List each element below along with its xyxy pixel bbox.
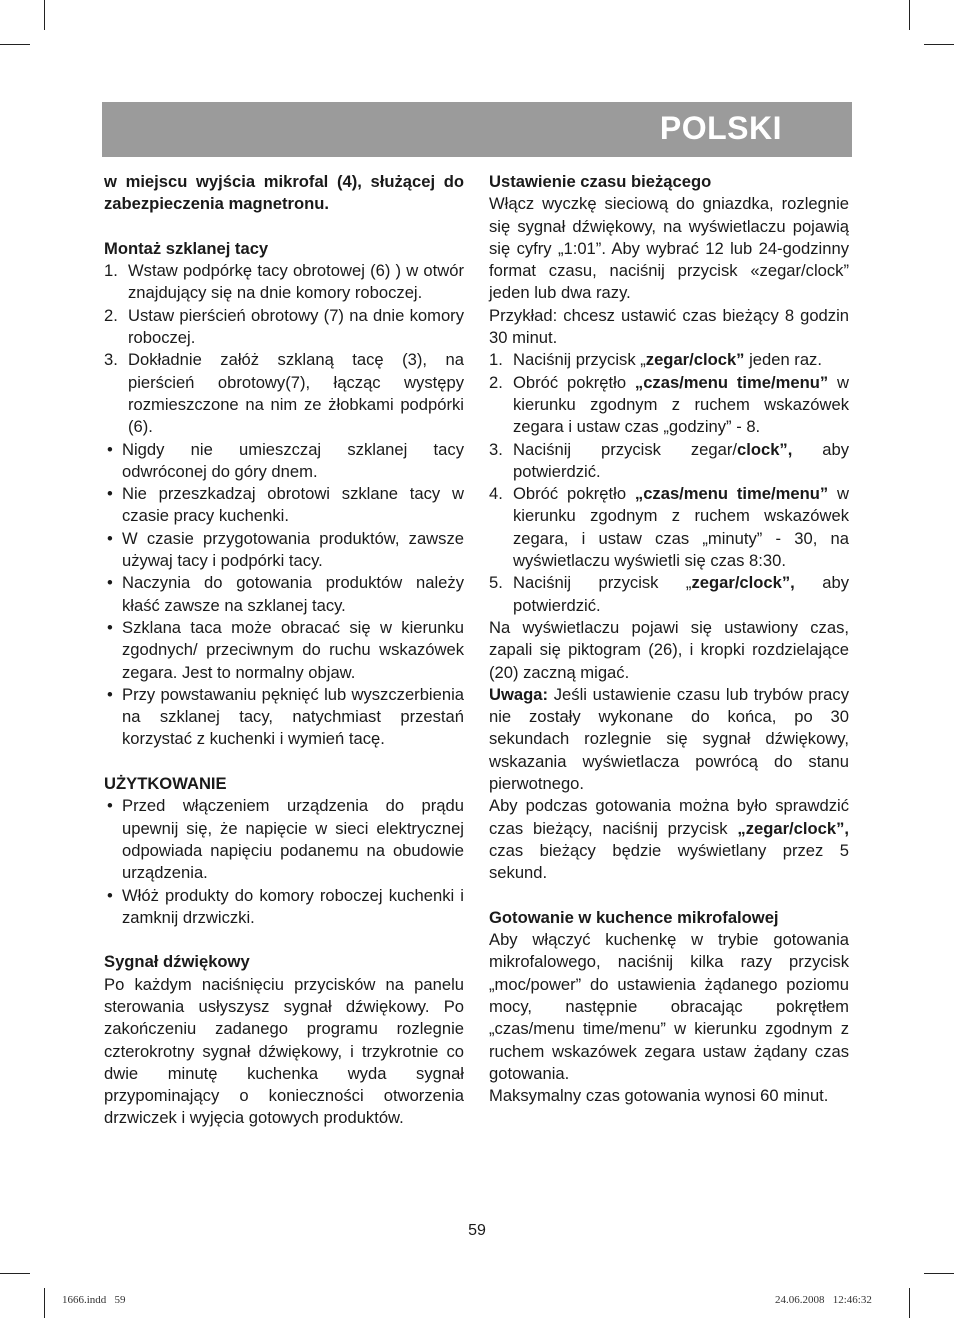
list-item: 1. Wstaw podpórkę tacy obrotowej (6) ) w otwór znajdujący się na dnie komory roboczej. — [104, 261, 464, 303]
glass-tray-bullets — [104, 439, 464, 751]
crop-mark — [44, 0, 45, 30]
cooking-heading: Gotowanie w kuchence mikrofalowej — [489, 907, 779, 927]
right-column — [489, 171, 849, 1107]
footer-date: 24.06.2008 12:46:32 — [775, 1294, 872, 1306]
usage-heading: UŻYTKOWANIE — [104, 774, 227, 794]
list-item: 3. Dokładnie załóż szklaną tacę (3), na pierścień obrotowy(7), łącząc występy rozmieszczone na nim ze żłobkami podpórki (6). — [104, 350, 464, 437]
list-item: • Naczynia do gotowania produktów należy kłaść zawsze na szklanej tacy. — [107, 573, 464, 615]
list-item: 2. Obróć pokrętło „czas/menu time/menu” w kierunku zgodnym z ruchem wskazówek zegara i ustaw czas „godziny” - 8. — [489, 372, 849, 437]
crop-mark — [0, 1273, 30, 1274]
list-item: 4. Obróć pokrętło „czas/menu time/menu” w kierunku zgodnym z ruchem wskazówek zegara, i ustaw czas „minuty” - 30, na wyświetlaczu wyświetli się czas 8:30. — [489, 484, 849, 571]
time-steps — [489, 349, 849, 617]
list-item: 3. Naciśnij przycisk zegar/clock”, aby potwierdzić. — [489, 439, 849, 481]
crop-mark — [924, 44, 954, 45]
list-item: • Przy powstawaniu pęknięć lub wyszczerbienia na szklanej tacy, natychmiast przestań korzystać z kuchenki i wymień tacę. — [107, 684, 464, 749]
glass-tray-steps — [104, 260, 464, 438]
time-example: Przykład: chcesz ustawić czas bieżący 8 godzin 30 minut. — [489, 305, 849, 348]
language-banner — [102, 102, 852, 157]
time-intro: Włącz wyczkę sieciową do gniazdka, rozlegnie się sygnał dźwiękowy, na wyświetlaczu pojawią się cyfry „1:01”. Aby wybrać 12 lub 24-godzinny format czasu, naciśnij przycisk «zegar/clock” jeden lub dwa razy. — [489, 194, 849, 303]
list-item: • Nigdy nie umieszczaj szklanej tacy odwróconej do góry dnem. — [107, 439, 464, 481]
check-time-text: Aby podczas gotowania można było sprawdzić czas bieżący, naciśnij przycisk „zegar/clock”, czas bieżący będzie wyświetlany przez 5 sekund. — [489, 796, 849, 883]
cooking-max-text: Maksymalny czas gotowania wynosi 60 minut. — [489, 1086, 829, 1106]
note-text: Uwaga: Jeśli ustawienie czasu lub trybów pracy nie zostały wykonane do końca, po 30 sekundach rozlegnie się sygnał dźwiękowy, wskazania wyświetlacza powrócą do stanu pierwotnego. — [489, 684, 849, 794]
page-number: 59 — [468, 1222, 486, 1239]
sound-text: Po każdym naciśnięciu przycisków na panelu sterowania usłyszysz sygnał dźwiękowy. Po zakończeniu zadanego programu rozlegnie czterokrotny sygnał dźwiękowy, i trzykrotnie co dwie minutę kuchenka wyda sygnał przypominający o konieczności otworzenia drzwiczek i wyjęcia gotowych produktów. — [104, 974, 464, 1128]
intro-text: w miejscu wyjścia mikrofal (4), służącej do zabezpieczenia magnetronu. — [104, 172, 464, 214]
list-item: • Szklana taca może obracać się w kierunku zgodnych/ przeciwnym do ruchu wskazówek zegara. Jest to normalny objaw. — [107, 617, 464, 682]
glass-tray-heading: Montaż szklanej tacy — [104, 238, 269, 258]
language-title: POLSKI — [659, 110, 782, 146]
after-steps-text: Na wyświetlaczu pojawi się ustawiony czas, zapali się piktogram (26), i kropki rozdzielające (20) zaczną migać. — [489, 617, 849, 682]
list-item: 1. Naciśnij przycisk „zegar/clock” jeden raz. — [489, 350, 822, 370]
left-column — [104, 171, 464, 1130]
list-item: 5. Naciśnij przycisk „zegar/clock”, aby potwierdzić. — [489, 573, 849, 615]
crop-mark — [924, 1273, 954, 1274]
cooking-text: Aby włączyć kuchenkę w trybie gotowania mikrofalowego, naciśnij kilka razy przycisk „moc/power” do ustawienia żądanego poziomu mocy, następnie obracając pokrętłem „czas/menu time/menu” w kierunku zgodnym z ruchem wskazówek zegara ustaw żądany czas gotowania. — [489, 930, 849, 1083]
list-item: • Włóż produkty do komory roboczej kuchenki i zamknij drzwiczki. — [107, 885, 464, 927]
footer-file: 1666.indd 59 — [62, 1294, 126, 1306]
crop-mark — [0, 44, 30, 45]
list-item: • W czasie przygotowania produktów, zawsze używaj tacy i podpórki tacy. — [107, 528, 464, 571]
list-item: 2. Ustaw pierścień obrotowy (7) na dnie komory roboczej. — [104, 305, 464, 348]
crop-mark — [909, 1288, 910, 1318]
sound-heading: Sygnał dźwiękowy — [104, 952, 250, 972]
crop-mark — [909, 0, 910, 30]
crop-mark — [44, 1288, 45, 1318]
time-heading: Ustawienie czasu bieżącego — [489, 172, 712, 191]
usage-bullets — [104, 795, 464, 929]
list-item: • Nie przeszkadzaj obrotowi szklane tacy w czasie pracy kuchenki. — [107, 484, 464, 526]
list-item: • Przed włączeniem urządzenia do prądu upewnij się, że napięcie w sieci elektrycznej odpowiada napięciu podanemu na obudowie urządzenia. — [107, 796, 464, 883]
